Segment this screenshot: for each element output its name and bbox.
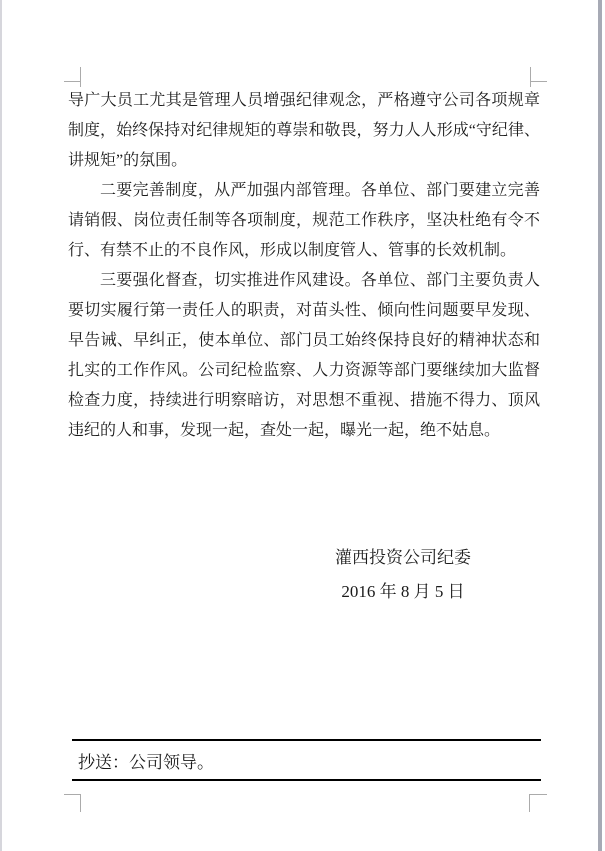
body-line: 检查力度，持续进行明察暗访，对思想不重视、措施不得力、顶风 (68, 392, 540, 409)
crop-mark-top-left-vertical (80, 67, 81, 87)
page-edge-left (0, 0, 2, 851)
signature-date: 2016 年 8 月 5 日 (341, 582, 465, 601)
body-line: 要切实履行第一责任人的职责，对苗头性、倾向性问题要早发现、 (68, 302, 540, 319)
body-line: 早告诫、早纠正，使本单位、部门员工始终保持良好的精神状态和 (68, 332, 540, 349)
body-line: 制度，始终保持对纪律规矩的尊崇和敬畏，努力人人形成“守纪律、 (68, 122, 540, 139)
page-edge-right (598, 0, 602, 851)
document-body (68, 86, 540, 446)
crop-mark-top-right-horizontal (530, 81, 547, 82)
signature-block (203, 541, 603, 609)
crop-mark-top-left-horizontal (64, 81, 81, 82)
crop-mark-top-right-vertical (530, 67, 531, 87)
body-line: 扎实的工作作风。公司纪检监察、人力资源等部门要继续加大监督 (68, 362, 540, 379)
body-line: 行、有禁不止的不良作风，形成以制度管人、管事的长效机制。 (68, 242, 517, 259)
body-line: 三要强化督查，切实推进作风建设。各单位、部门主要负责人 (100, 272, 540, 289)
cc-line: 抄送：公司领导。 (78, 753, 214, 772)
body-line: 导广大员工尤其是管理人员增强纪律观念，严格遵守公司各项规章 (68, 92, 540, 109)
body-line: 违纪的人和事，发现一起，查处一起，曝光一起，绝不姑息。 (68, 422, 501, 439)
body-line: 请销假、岗位责任制等各项制度，规范工作秩序，坚决杜绝有令不 (68, 212, 540, 229)
signature-org: 灌西投资公司纪委 (335, 548, 471, 567)
crop-mark-bottom-right-horizontal (529, 794, 547, 795)
cc-rule-bottom (72, 779, 541, 781)
body-line: 讲规矩”的氛围。 (68, 152, 188, 169)
crop-mark-bottom-right-vertical (529, 794, 530, 812)
body-line: 二要完善制度，从严加强内部管理。各单位、部门要建立完善 (100, 182, 540, 199)
cc-rule-top (72, 739, 541, 741)
crop-mark-bottom-left-vertical (80, 794, 81, 812)
crop-mark-bottom-left-horizontal (64, 794, 81, 795)
